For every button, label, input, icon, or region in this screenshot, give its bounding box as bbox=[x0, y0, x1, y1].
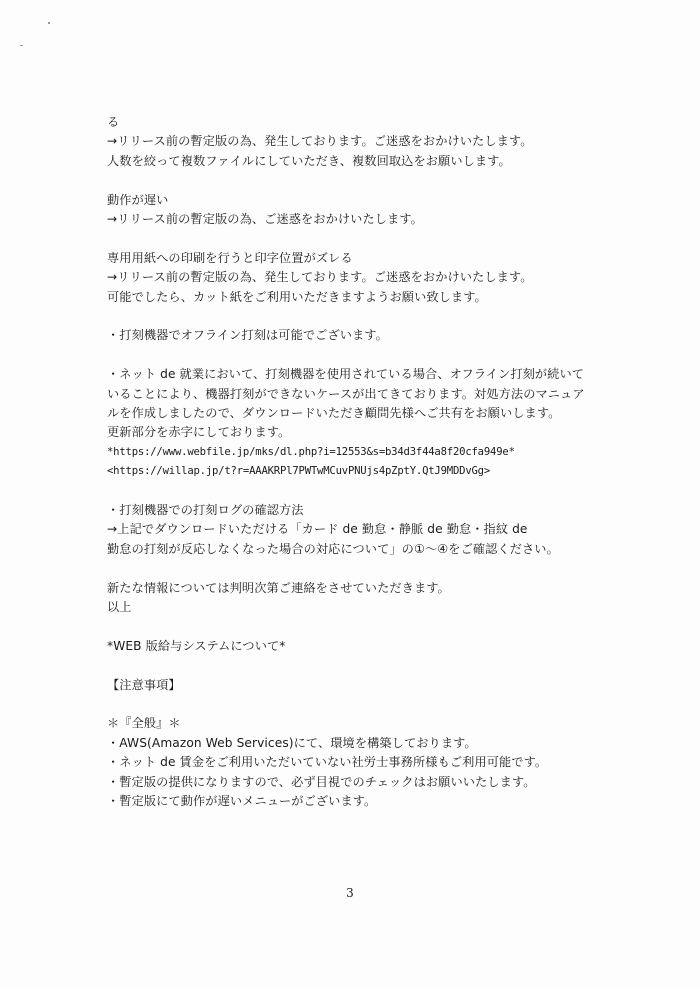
tracking-link[interactable]: <https://willap.jp/t?r=AAAKRPl7PWTwMCuvPNUjs4pZptY.QtJ9MDDvGg> bbox=[107, 465, 491, 478]
section-title: *WEB 版給与システムについて* bbox=[107, 638, 286, 653]
page-number: 3 bbox=[346, 886, 354, 900]
blank-line bbox=[107, 482, 587, 501]
closing-text: 以上 bbox=[107, 600, 132, 615]
text-line: 人数を絞って複数ファイルにしていただき、複数回取込をお願いします。 bbox=[107, 153, 511, 168]
bullet-line: ・暫定版にて動作が遅いメニューがございます。 bbox=[107, 794, 377, 809]
bullet-line: ・ネット de 賃金をご利用いただいていない社労士事務所様もご利用可能です。 bbox=[107, 755, 548, 770]
blank-line bbox=[107, 171, 587, 190]
blank-line bbox=[107, 346, 587, 365]
document-body bbox=[107, 113, 587, 811]
text-line: 勤怠の打刻が反応しなくなった場合の対応について」の①～④をご確認ください。 bbox=[107, 541, 559, 556]
text-line: →リリース前の暫定版の為、発生しております。ご迷惑をおかけいたします。 bbox=[107, 134, 533, 149]
section-heading: 専用用紙への印刷を行うと印字位置がズレる bbox=[107, 250, 353, 265]
text-line: →上記でダウンロードいただける「カード de 勤怠・静脈 de 勤怠・指紋 de bbox=[107, 522, 528, 537]
blank-line bbox=[107, 695, 587, 714]
bullet-line: ・ネット de 就業において、打刻機器を使用されている場合、オフライン打刻が続いて bbox=[107, 367, 585, 382]
text-line: 可能でしたら、カット紙をご利用いただきますようお願い致します。 bbox=[107, 289, 487, 304]
text-line: る bbox=[107, 115, 120, 129]
notes-heading: 【注意事項】 bbox=[107, 677, 181, 692]
text-line: いることにより、機器打刻ができないケースが出てきております。対処方法のマニュア bbox=[107, 386, 585, 401]
section-heading: 動作が遅い bbox=[107, 192, 169, 207]
blank-line bbox=[107, 559, 587, 578]
text-line: ルを作成しましたので、ダウンロードいただき顧問先様へご共有をお願いします。 bbox=[107, 406, 561, 421]
bullet-line: ・打刻機器でオフライン打刻は可能でございます。 bbox=[107, 328, 388, 343]
bullet-line: ・AWS(Amazon Web Services)にて、環境を構築しております。 bbox=[107, 735, 477, 750]
text-line: →リリース前の暫定版の為、ご迷惑をおかけいたします。 bbox=[107, 212, 423, 227]
bullet-line: ・打刻機器での打刻ログの確認方法 bbox=[107, 503, 304, 518]
scan-speck bbox=[48, 22, 50, 24]
text-line: 更新部分を赤字にしております。 bbox=[107, 425, 291, 440]
subsection-heading: ＊『全般』＊ bbox=[107, 716, 181, 731]
blank-line bbox=[107, 307, 587, 326]
blank-line bbox=[107, 229, 587, 248]
manual-download-link[interactable]: *https://www.webfile.jp/mks/dl.php?i=12553&s=b34d3f44a8f20cfa949e* bbox=[107, 445, 515, 458]
text-line: 新たな情報については判明次第ご連絡をさせていただきます。 bbox=[107, 580, 450, 595]
scan-speck bbox=[20, 45, 23, 46]
blank-line bbox=[107, 617, 587, 636]
text-line: →リリース前の暫定版の為、発生しております。ご迷惑をおかけいたします。 bbox=[107, 270, 533, 285]
bullet-line: ・暫定版の提供になりますので、必ず目視でのチェックはお願いいたします。 bbox=[107, 774, 536, 789]
blank-line bbox=[107, 656, 587, 675]
